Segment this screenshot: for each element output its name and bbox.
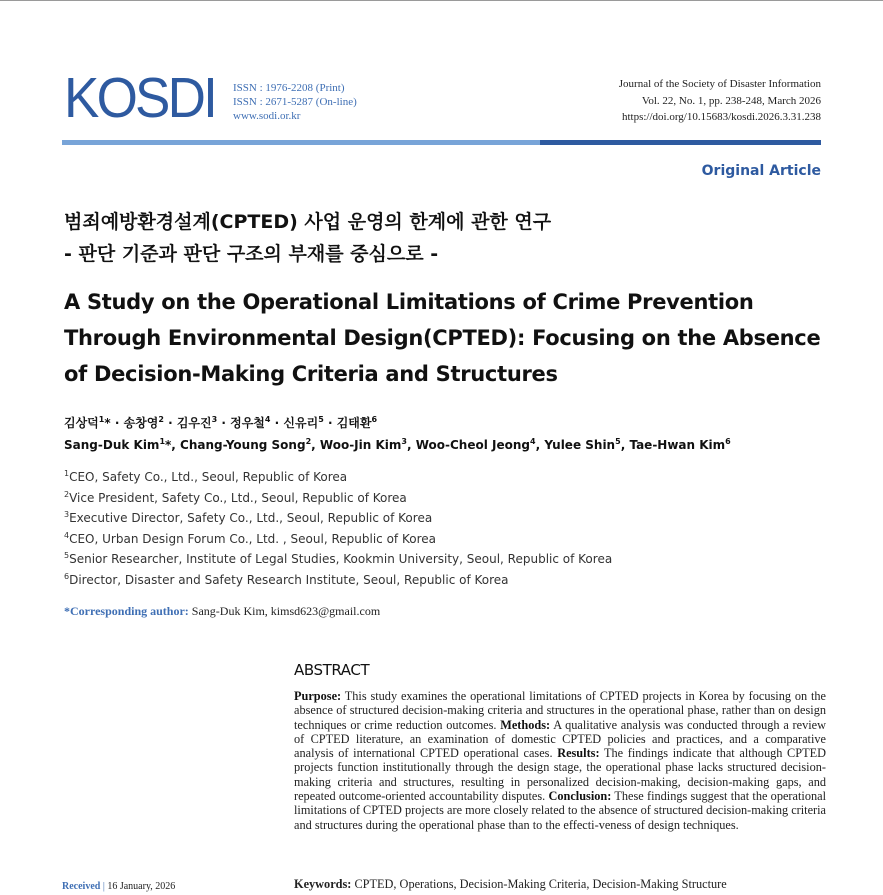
issn-block — [233, 81, 357, 123]
journal-info — [619, 76, 821, 126]
author-name: Chang-Young Song — [180, 438, 306, 452]
methods-label: Methods: — [500, 717, 551, 732]
author-affiliation-number: 6 — [725, 437, 731, 446]
results-text: The findings indicate that although CPTED projects function institutionally through the design stage, the operational phase lacks structured decision-making criteria and structures, resulting in personalized decision-making, decision-making gaps, and repeated outcome-oriented accountability disputes. — [294, 746, 826, 804]
author-name: 김상덕 — [64, 416, 99, 430]
author-affiliation-number: 2 — [305, 437, 312, 446]
affiliation-number: 1 — [64, 469, 70, 478]
author-affiliation-number: 3 — [401, 437, 407, 446]
author-affiliation-number: 1 — [98, 415, 105, 424]
header-rule-dark — [540, 140, 821, 145]
article-type-label: Original Article — [701, 163, 821, 179]
conclusion-text: These findings suggest that the operational limitations of CPTED projects are more closely related to the absence of structured decision-making criteria and structures during the operational phase than to the effecti-veness of design techniques. — [294, 789, 827, 832]
author-name: Woo-Cheol Jeong — [415, 438, 530, 452]
author-name: Yulee Shin — [544, 438, 616, 452]
journal-logo: KOSDI — [64, 66, 216, 130]
abstract-body — [294, 689, 826, 832]
corresponding-label: *Corresponding author: — [64, 604, 189, 618]
affiliation-number: 4 — [64, 530, 70, 540]
authors-korean: 김상덕$^1$* · 송창영$^2$ · 김우진$^3$ · 정우철$^4$ · 신유리$^5$ · 김태환$^6$ — [64, 415, 378, 430]
journal-name: Journal of the Society of Disaster Information — [618, 78, 821, 90]
affiliation-text: CEO, Safety Co., Ltd., Seoul, Republic of Korea — [69, 470, 348, 484]
author-affiliation-number: 6 — [371, 415, 378, 424]
doi-link[interactable]: https://doi.org/10.15683/kosdi.2026.3.31.238 — [621, 111, 821, 123]
author-affiliation-number: 1 — [159, 437, 166, 446]
author-name: 김태환 — [336, 416, 372, 430]
author-name: Woo-Jin Kim — [319, 438, 402, 452]
affiliation-number: 6 — [64, 571, 70, 581]
affiliation-text: Director, Disaster and Safety Research Institute, Seoul, Republic of Korea — [69, 572, 509, 587]
affiliation-text: Executive Director, Safety Co., Ltd., Seoul, Republic of Korea — [69, 511, 433, 525]
author-name: Sang-Duk Kim — [64, 438, 160, 452]
corresponding-value: Sang-Duk Kim, kimsd623@gmail.com — [191, 604, 381, 618]
keywords-label: Keywords: — [294, 877, 352, 891]
affiliation-item — [64, 488, 612, 509]
purpose-text: This study examines the operational limitations of CPTED projects in Korea by focusing on the absence of structured decision-making criteria and structures in the operational phase, rather than on design techniques or crime reduction outcomes. — [294, 689, 827, 732]
received-separator: | — [102, 881, 105, 892]
corresponding-mark: * — [104, 416, 111, 430]
affiliation-item — [64, 570, 612, 591]
korean-title — [64, 206, 551, 270]
received-date — [62, 881, 175, 892]
results-label: Results: — [557, 746, 600, 761]
affiliation-item — [64, 508, 612, 529]
affiliation-number: 3 — [64, 510, 70, 519]
keywords-line — [294, 877, 727, 892]
conclusion-label: Conclusion: — [548, 789, 612, 804]
website-link[interactable]: www.sodi.or.kr — [233, 110, 301, 122]
affiliation-item — [64, 549, 612, 570]
author-affiliation-number: 2 — [158, 415, 164, 424]
author-name: 신유리 — [283, 416, 319, 430]
keywords-value: CPTED, Operations, Decision-Making Criteria, Decision-Making Structure — [354, 877, 727, 891]
english-title: A Study on the Operational Limitations of Crime Prevention Through Environmental Design(CPTED): Focusing on the Absence of Decision-Making Criteria and Structures — [64, 290, 821, 386]
purpose-label: Purpose: — [294, 689, 342, 703]
affiliations-list — [64, 467, 612, 590]
affiliation-text: Vice President, Safety Co., Ltd., Seoul, Republic of Korea — [69, 490, 407, 505]
korean-title-line1: 범죄예방환경설계(CPTED) 사업 운영의 한계에 관한 연구 — [64, 211, 552, 233]
issn-print: ISSN : 1976-2208 (Print) — [233, 82, 345, 94]
author-affiliation-number: 3 — [211, 415, 218, 424]
abstract-heading: ABSTRACT — [294, 661, 370, 679]
affiliation-text: CEO, Urban Design Forum Co., Ltd. , Seoul, Republic of Korea — [69, 531, 436, 546]
korean-title-line2: - 판단 기준과 판단 구조의 부재를 중심으로 - — [64, 243, 439, 265]
author-name: Tae-Hwan Kim — [629, 438, 726, 452]
author-affiliation-number: 5 — [318, 415, 324, 424]
authors-english: Sang-Duk Kim$^1$*, Chang-Young Song$^2$, Woo-Jin Kim$^3$, Woo-Cheol Jeong$^4$, Yulee Shin$^5$, Tae-Hwan Kim$^6$ — [64, 437, 731, 452]
author-affiliation-number: 4 — [264, 415, 271, 424]
affiliation-number: 5 — [64, 551, 70, 560]
affiliation-text: Senior Researcher, Institute of Legal Studies, Kookmin University, Seoul, Republic of Korea — [69, 552, 613, 566]
author-affiliation-number: 5 — [615, 437, 621, 446]
affiliation-item — [64, 529, 612, 550]
author-name: 송창영 — [123, 416, 159, 430]
issn-online: ISSN : 2671-5287 (On-line) — [233, 96, 357, 108]
volume-info: Vol. 22, No. 1, pp. 238-248, March 2026 — [641, 94, 821, 107]
author-affiliation-number: 4 — [530, 437, 536, 446]
received-label: Received — [62, 881, 101, 892]
received-value: 16 January, 2026 — [107, 881, 176, 892]
corresponding-mark: * — [165, 438, 172, 452]
affiliation-item — [64, 467, 612, 488]
header-rule-light — [62, 140, 540, 145]
affiliation-number: 2 — [64, 489, 70, 499]
top-border-line — [0, 0, 883, 1]
author-name: 정우철 — [230, 416, 265, 430]
methods-text: A qualitative analysis was conducted through a review of CPTED literature, an examination of domestic CPTED policies and practices, and a comparative analysis of international CPTED operational cases. — [294, 717, 826, 761]
author-name: 김우진 — [176, 416, 212, 430]
corresponding-author — [64, 604, 380, 619]
